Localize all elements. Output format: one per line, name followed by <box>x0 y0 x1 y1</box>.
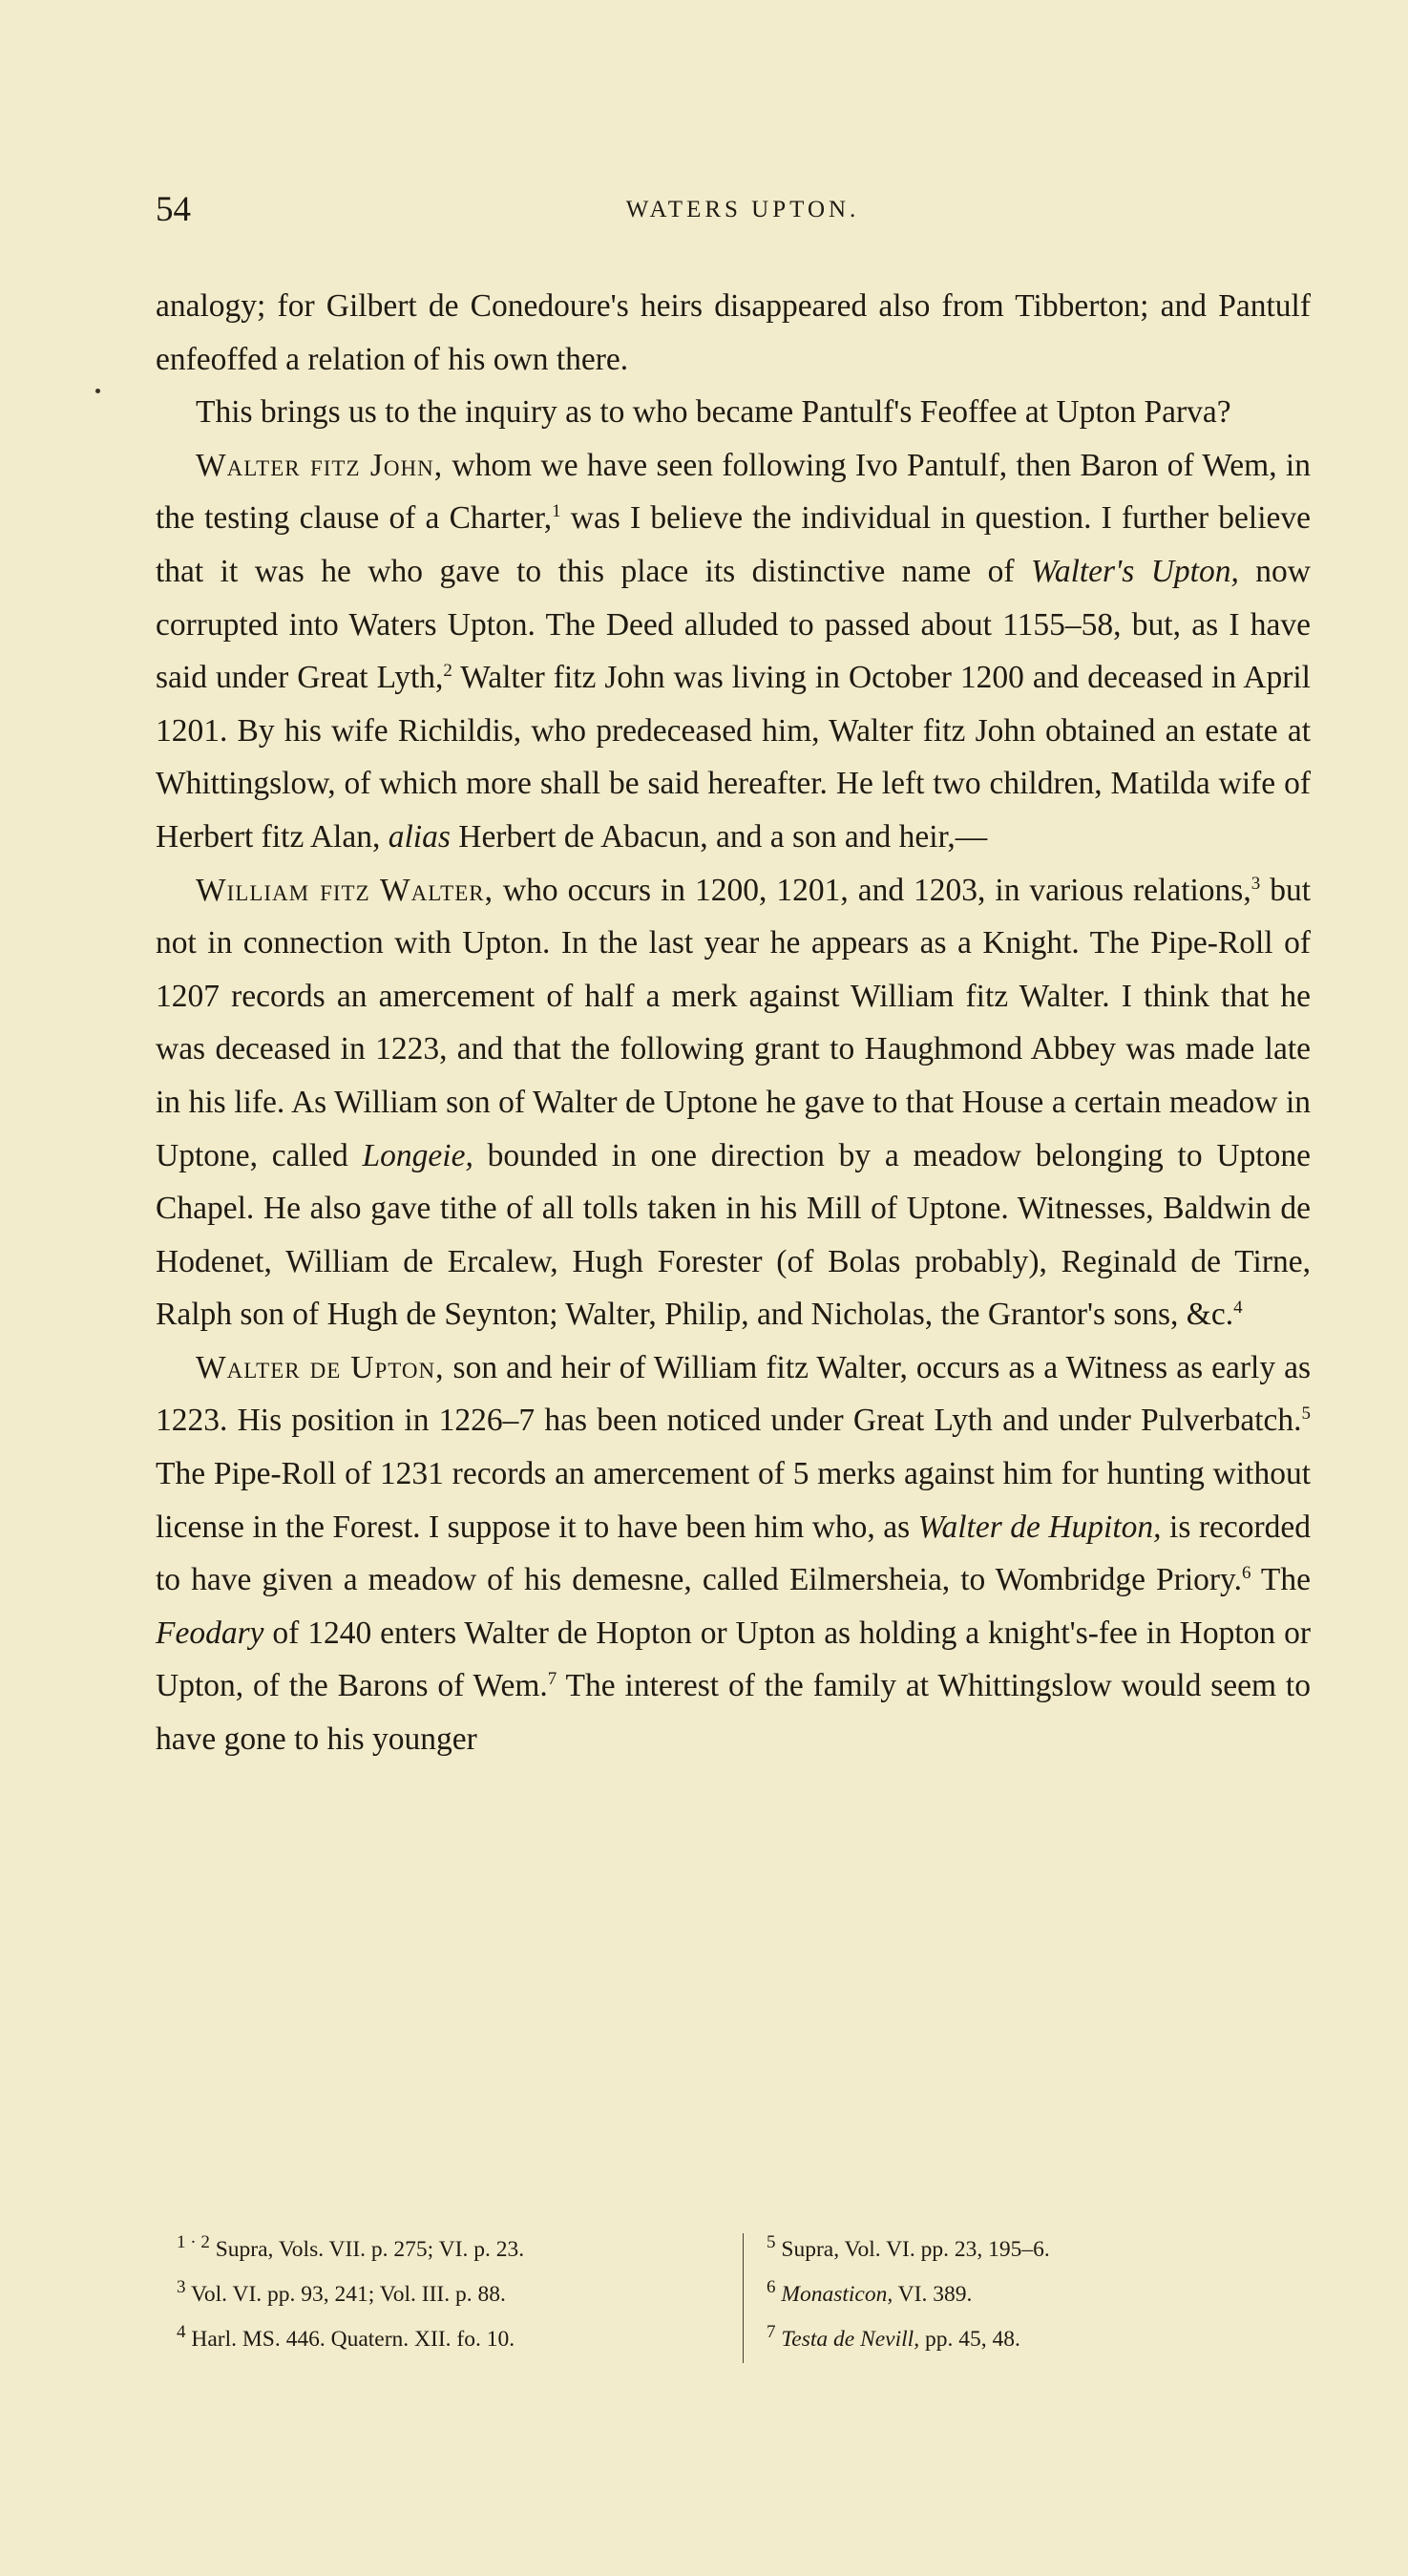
text-run: bounded in one direction by a meadow belonging to Uptone Chapel. He also gave tithe of all tolls taken in his Mill of Uptone. Witnesses, Baldwin de Hodenet, William de Ercalew, Hugh Forester (of Bolas probably), Reginald de Tirne, Ralph son of Hugh de Seynton; Walter, Philip, and Nicholas, the Grantor's sons, &c. <box>156 1137 1311 1333</box>
text-run: son and heir of William fitz Walter, occurs as a Witness as early as 1223. His position in 1226–7 has been noticed under Great Lyth and under Pulverbatch. <box>156 1349 1311 1439</box>
footnotes-right-column <box>767 2228 1287 2362</box>
text-run: was I believe the individual in question. I further believe that it was he who gave to this place its distinctive name of <box>156 500 1311 589</box>
footnote <box>767 2272 1287 2317</box>
text-run: but not in connection with Upton. In the last year he appears as a Knight. The Pipe-Roll of 1207 records an amercement of half a merk against William fitz Walter. I think that he was deceased in 1223, and that the following grant to Haughmond Abbey was made late in his life. As William son of Walter de Uptone he gave to that House a certain meadow in Uptone, called <box>156 872 1312 1173</box>
footnote-ref: 6 <box>1241 1563 1251 1584</box>
italic-text: Walter's Upton, <box>1030 553 1239 589</box>
footnote-divider <box>743 2233 744 2363</box>
footnotes <box>177 2228 1284 2371</box>
person-name: Walter fitz John, <box>196 447 444 483</box>
margin-dot <box>95 389 100 393</box>
footnote <box>177 2228 706 2272</box>
footnote-italic: Monasticon, <box>781 2282 893 2307</box>
text-run: now corrupted into Waters Upton. The Deed alluded to passed about 1155–58, but, as I have said under Great Lyth, <box>156 553 1311 696</box>
footnote-text: VI. 389. <box>893 2282 973 2307</box>
footnote-mark: 1 · 2 <box>177 2232 210 2253</box>
footnote-text: pp. 45, 48. <box>919 2327 1020 2352</box>
footnote <box>177 2272 706 2317</box>
italic-text: Longeie, <box>362 1137 473 1173</box>
footnote-ref: 1 <box>552 501 561 522</box>
text-run: The <box>1250 1562 1311 1598</box>
page-header <box>156 189 1311 237</box>
footnote-mark: 5 <box>767 2232 776 2253</box>
footnote-text: Harl. MS. 446. Quatern. XII. fo. 10. <box>191 2327 515 2352</box>
text-run: Walter fitz John was living in October 1200 and deceased in April 1201. By his wife Richildis, who predeceased him, Walter fitz John obtained an estate at Whittingslow, of which more shall be said hereafter. He left two children, Matilda wife of Herbert fitz Alan, <box>156 660 1311 855</box>
footnote-text: Supra, Vol. VI. pp. 23, 195–6. <box>781 2237 1050 2262</box>
footnote-ref: 3 <box>1250 873 1261 894</box>
person-name: William fitz Walter, <box>196 872 494 908</box>
text-run: is recorded to have given a meadow of his demesne, called Eilmersheia, to Wombridge Priory. <box>156 1509 1311 1598</box>
italic-text: alias <box>388 818 451 855</box>
paragraph-3 <box>156 439 1311 864</box>
footnote-ref: 4 <box>1233 1298 1243 1319</box>
text-run: whom we have seen following Ivo Pantulf, then Baron of Wem, in the testing clause of a Charter, <box>156 447 1311 537</box>
footnote-ref: 2 <box>443 661 452 681</box>
footnote-ref: 7 <box>547 1669 557 1690</box>
text-run: who occurs in 1200, 1201, and 1203, in various relations, <box>493 872 1251 908</box>
italic-text: Feodary <box>156 1615 264 1651</box>
footnote-italic: Testa de Nevill, <box>781 2327 920 2352</box>
text-run: The Pipe-Roll of 1231 records an amercement of 5 merks against him for hunting without license in the Forest. I suppose it to have been him who, as <box>156 1456 1311 1545</box>
paragraph-5 <box>156 1341 1311 1766</box>
paragraph-4 <box>156 864 1311 1341</box>
footnote <box>767 2317 1287 2362</box>
footnote-mark: 6 <box>767 2277 776 2298</box>
footnote-mark: 3 <box>177 2277 186 2298</box>
italic-text: Walter de Hupiton, <box>917 1509 1162 1545</box>
footnote-mark: 7 <box>767 2322 776 2343</box>
paragraph-1: analogy; for Gilbert de Conedoure's heirs disappeared also from Tibberton; and Pantulf enfeoffed a relation of his own there. <box>156 288 1311 377</box>
footnote-mark: 4 <box>177 2322 186 2343</box>
footnote <box>767 2228 1287 2272</box>
text-run: of 1240 enters Walter de Hopton or Upton as holding a knight's-fee in Hopton or Upton, of the Barons of Wem. <box>156 1615 1311 1704</box>
paragraph-2: This brings us to the inquiry as to who became Pantulf's Feoffee at Upton Parva? <box>196 394 1231 431</box>
running-title: WATERS UPTON. <box>625 197 860 222</box>
person-name: Walter de Upton, <box>196 1349 445 1385</box>
footnotes-left-column <box>177 2228 706 2362</box>
footnote-text: Supra, Vols. VII. p. 275; VI. p. 23. <box>215 2237 525 2262</box>
footnote-ref: 5 <box>1301 1404 1311 1425</box>
footnote-text: Vol. VI. pp. 93, 241; Vol. III. p. 88. <box>190 2282 506 2307</box>
page-number: 54 <box>156 190 191 229</box>
text-run: Herbert de Abacun, and a son and heir,— <box>450 818 988 855</box>
body-text <box>156 280 1311 1766</box>
text-run: The interest of the family at Whittingslow would seem to have gone to his younger <box>156 1668 1311 1758</box>
footnote <box>177 2317 706 2362</box>
